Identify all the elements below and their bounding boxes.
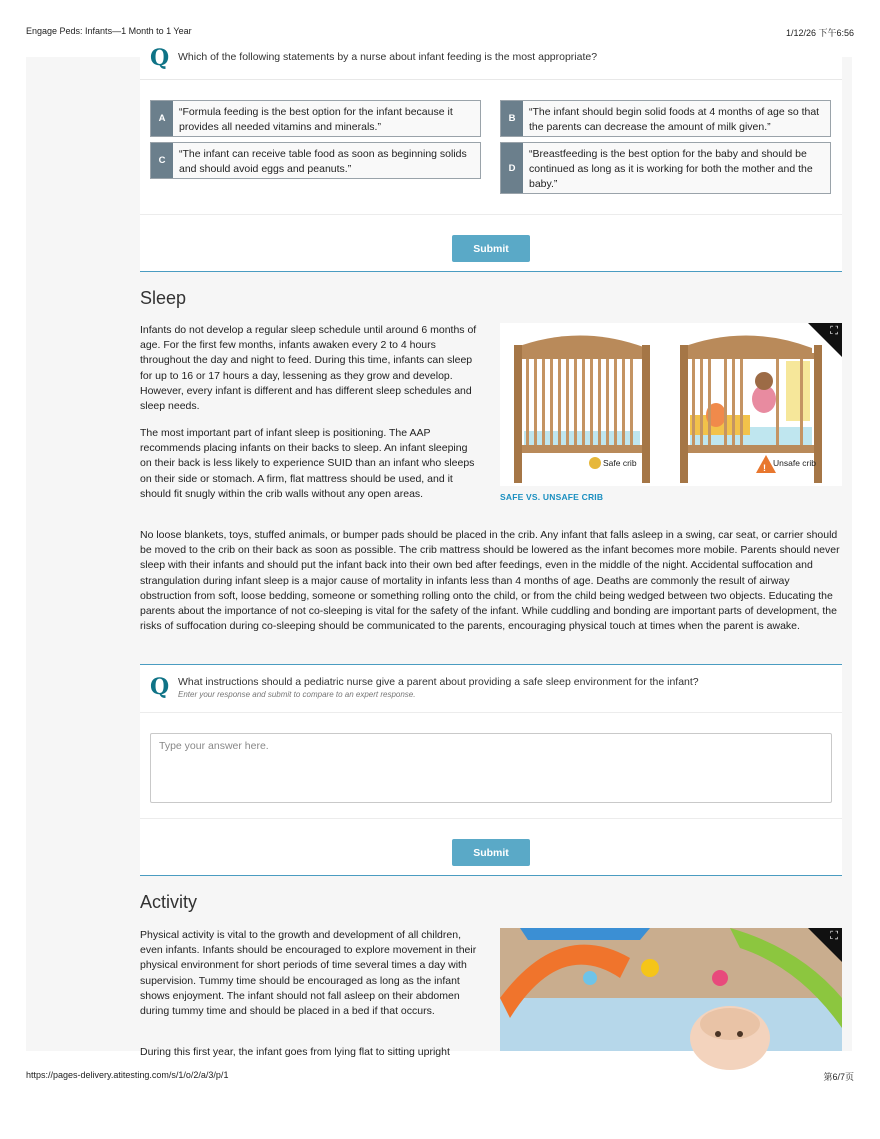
svg-text:!: ! [763,463,766,473]
sleep-paragraph-3: No loose blankets, toys, stuffed animals, or bumper pads should be placed in the crib. Any infant that falls asleep in a swing, car seat, or carrier should be moved to the crib on their back as soon as possible. The crib mattress should be lowered as the infant becomes more mobile. Parents should never sleep with their infants and should put the infant back into their own bed after feedings, even in the middle of the night. Accidental suffocation and strangulation during infant sleep is a major cause of mortality in infants less than 4 months of age. Deaths are commonly the result of airway obstruction from soft, loose bedding, someone or something rolling onto the child, or from the child being wedged between two objects. Educating the parents about the importance of not co-sleeping is vital for the safety of the infant. While cuddling and bonding are important parts of development, the risks of suffocation during co-sleeping should be communicated to the parents, encouraging physical touch at times when the parent is awake. [140,529,840,633]
page-viewport[interactable] [26,45,852,1058]
print-header [26,26,854,38]
answer-options [150,100,832,200]
question-header [140,676,842,699]
answer-textarea[interactable]: Type your answer here. [150,733,832,803]
expand-icon[interactable]: ⛶ [830,325,838,337]
section-title-sleep: Sleep [140,288,187,308]
section-title-activity: Activity [140,892,198,912]
option-b[interactable] [500,100,831,137]
option-text: “Breastfeeding is the best option for the baby and should be continued as long as it is working for both the mother and the baby.” [529,148,813,190]
option-text: “The infant should begin solid foods at 4 months of age so that the parents can decrease the amount of milk given.” [529,106,820,133]
expand-icon[interactable]: ⛶ [830,930,838,942]
option-c[interactable] [150,142,481,179]
option-a[interactable] [150,100,481,137]
activity-paragraph-1: Physical activity is vital to the growth and development of all children, even infants. Infants should be encouraged to explore movement in their physical environment for short periods of time several times a day with supervision. Tummy time should be encouraged as long as the infant shows enjoyment. The infant should not fall asleep on their abdomen during tummy time and should be placed in a bed if that occurs. [140,929,477,1018]
section-divider [140,875,842,876]
question-header [140,45,842,73]
question-text: Which of the following statements by a nurse about infant feeding is the most appropriate? [178,51,598,63]
activity-paragraph-2: During this first year, the infant goes from lying flat to sitting upright [140,1046,450,1058]
unsafe-crib-label: Unsafe crib [773,458,816,468]
print-url: https://pages-delivery.atitesting.com/s/1/o/2/a/3/p/1 [26,1070,229,1080]
safe-crib-label: Safe crib [603,458,637,468]
question-q-icon: Q [150,674,170,700]
baby-play-gym-photo [500,928,842,1051]
sleep-paragraph-2: The most important part of infant sleep is positioning. The AAP recommends placing infants on their backs to sleep. An infant sleeping on their back is less likely to experience SUID than an infant who sleeps on their side or stomach. A firm, flat mattress should be used, and it should fit snugly within the crib walls without any open areas. [140,427,475,500]
crib-illustration [500,323,842,486]
print-datetime: 1/12/26 下午6:56 [785,28,854,38]
submit-button[interactable]: Submit [452,839,530,866]
sleep-paragraph-1: Infants do not develop a regular sleep schedule until around 6 months of age. For the first few months, infants awaken every 2 to 4 hours throughout the day and night to feed. During this time, infants can sleep for up to 16 or 17 hours a day, lessening as they grow and develop. However, every infant is different and has different sleep schedules and sleep needs. [140,324,477,413]
crib-figure [500,323,842,486]
question-instructions: Enter your response and submit to compare to an expert response. [178,690,416,699]
print-footer [26,1070,854,1082]
activity-figure [500,928,842,1051]
print-page-number: 第6/7页 [823,1072,854,1082]
figure-caption: SAFE VS. UNSAFE CRIB [500,492,604,502]
option-text: “The infant can receive table food as soon as beginning solids and should avoid eggs and peanuts.” [179,148,467,175]
option-letter: A [151,101,173,136]
print-title: Engage Peds: Infants—1 Month to 1 Year [26,26,192,36]
question-q-icon: Q [150,45,170,71]
option-letter: B [501,101,523,136]
question-text: What instructions should a pediatric nurse give a parent about providing a safe sleep environment for the infant? [178,676,699,688]
section-divider [140,271,842,272]
submit-button[interactable]: Submit [452,235,530,262]
option-d[interactable] [500,142,831,194]
option-letter: C [151,143,173,178]
option-letter: D [501,143,523,193]
option-text: “Formula feeding is the best option for the infant because it provides all needed vitamins and minerals.” [179,106,453,133]
